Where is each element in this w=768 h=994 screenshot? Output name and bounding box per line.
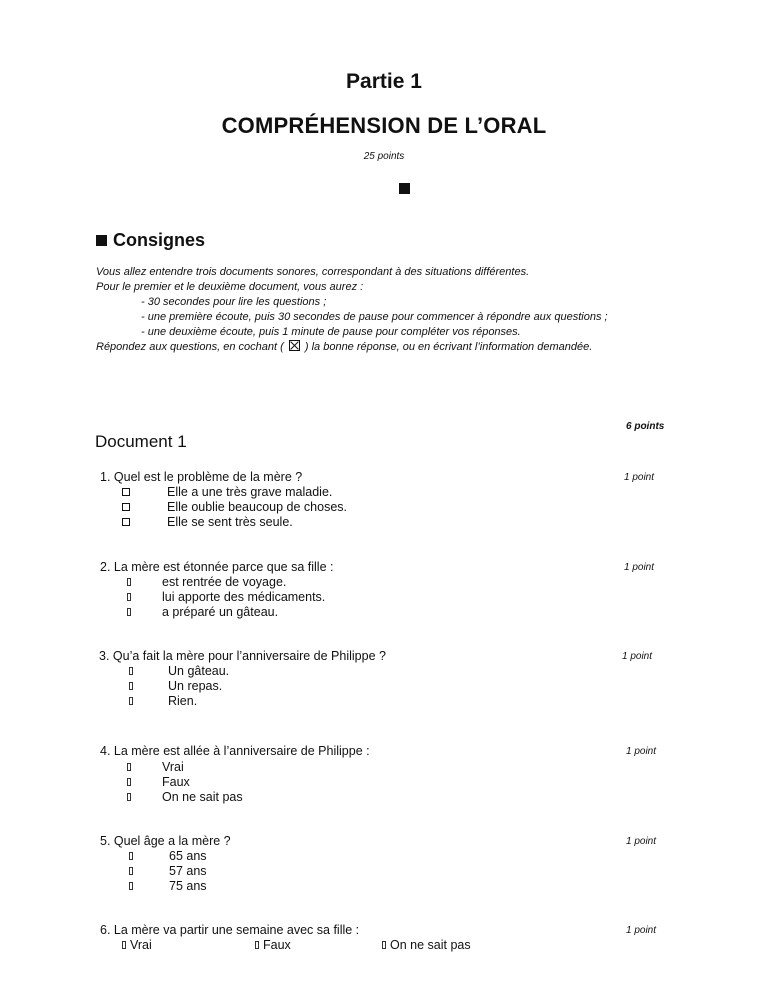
section-title: COMPRÉHENSION DE L’ORAL: [221, 113, 547, 138]
answer-option[interactable]: [129, 694, 197, 708]
instruction-text: ) la bonne réponse, ou en écrivant l’information demandée.: [304, 341, 593, 353]
answer-option[interactable]: [127, 605, 278, 619]
answer-option[interactable]: [255, 938, 291, 952]
answer-option[interactable]: [127, 790, 243, 804]
question-points: 1 point: [622, 651, 653, 662]
question-text: 1. Quel est le problème de la mère ?: [100, 470, 303, 484]
instruction-line: Vous allez entendre trois documents sonores, correspondant à des situations différentes.: [96, 266, 530, 278]
checkbox-icon[interactable]: [129, 852, 133, 860]
question-points: 1 point: [626, 925, 657, 936]
answer-option[interactable]: [129, 664, 229, 678]
checkbox-icon[interactable]: [127, 778, 131, 786]
answer-option[interactable]: [127, 775, 190, 789]
answer-option-label: Vrai: [130, 938, 152, 952]
question-points: 1 point: [626, 746, 657, 757]
checkbox-icon[interactable]: [129, 682, 133, 690]
consignes-heading-text: Consignes: [113, 230, 206, 250]
answer-option[interactable]: [122, 938, 152, 952]
answer-option-label: Vrai: [162, 760, 184, 774]
answer-option-label: Elle oublie beaucoup de choses.: [167, 500, 347, 514]
checkbox-icon[interactable]: [382, 941, 386, 949]
question-text: 2. La mère est étonnée parce que sa fille :: [100, 560, 334, 574]
answer-option-label: Faux: [162, 775, 190, 789]
answer-option[interactable]: [127, 760, 184, 774]
checkbox-icon[interactable]: [129, 697, 133, 705]
checkbox-icon[interactable]: [122, 518, 130, 526]
document-title: Document 1: [95, 432, 187, 451]
consignes-heading: [96, 230, 205, 251]
answer-option-label: On ne sait pas: [390, 938, 471, 952]
checkbox-icon[interactable]: [127, 578, 131, 586]
answer-option[interactable]: [129, 849, 207, 863]
answer-option[interactable]: [127, 590, 325, 604]
instruction-bullet: - 30 secondes pour lire les questions ;: [141, 296, 327, 308]
black-square-icon: [96, 235, 107, 246]
checkbox-icon[interactable]: [127, 763, 131, 771]
answer-option[interactable]: [122, 515, 293, 529]
question-points: 1 point: [626, 836, 657, 847]
answer-option[interactable]: [129, 879, 207, 893]
instruction-bullet: - une première écoute, puis 30 secondes de pause pour commencer à répondre aux questions ;: [141, 311, 608, 323]
question-text: 4. La mère est allée à l’anniversaire de Philippe :: [100, 744, 370, 758]
answer-option-label: 57 ans: [169, 864, 207, 878]
instruction-line: Pour le premier et le deuxième document, vous aurez :: [96, 281, 364, 293]
part-title: Partie 1: [346, 70, 422, 93]
question-text: 6. La mère va partir une semaine avec sa fille :: [100, 923, 360, 937]
instruction-text: Répondez aux questions, en cochant (: [96, 341, 284, 353]
answer-option[interactable]: [382, 938, 471, 952]
answer-option-label: Rien.: [168, 694, 198, 708]
answer-option-label: Elle a une très grave maladie.: [167, 485, 333, 499]
checkbox-icon[interactable]: [129, 867, 133, 875]
question-text: 5. Quel âge a la mère ?: [100, 834, 231, 848]
answer-option-label: On ne sait pas: [162, 790, 243, 804]
question-text: 3. Qu’a fait la mère pour l’anniversaire de Philippe ?: [99, 649, 386, 663]
answer-option-label: Elle se sent très seule.: [167, 515, 293, 529]
answer-option-label: lui apporte des médicaments.: [162, 590, 326, 604]
checkbox-icon[interactable]: [122, 488, 130, 496]
section-points: 25 points: [363, 151, 405, 162]
answer-option[interactable]: [122, 485, 332, 499]
question-points: 1 point: [624, 562, 655, 573]
checkbox-icon[interactable]: [129, 667, 133, 675]
answer-option-label: 65 ans: [169, 849, 207, 863]
answer-option-label: Faux: [263, 938, 291, 952]
checkbox-icon[interactable]: [255, 941, 259, 949]
instruction-line: [96, 340, 592, 356]
answer-option-label: 75 ans: [169, 879, 207, 893]
checkbox-icon[interactable]: [129, 882, 133, 890]
answer-option-label: Un gâteau.: [168, 664, 230, 678]
document-points: 6 points: [626, 421, 665, 432]
answer-option[interactable]: [129, 679, 222, 693]
checkbox-icon[interactable]: [127, 608, 131, 616]
answer-option-label: est rentrée de voyage.: [162, 575, 287, 589]
checkbox-icon[interactable]: [127, 593, 131, 601]
checkbox-icon[interactable]: [122, 941, 126, 949]
answer-option-label: a préparé un gâteau.: [162, 605, 279, 619]
checked-box-icon: [289, 340, 300, 351]
black-square-icon: [399, 183, 410, 194]
instruction-bullet: - une deuxième écoute, puis 1 minute de pause pour compléter vos réponses.: [141, 326, 521, 338]
answer-option-label: Un repas.: [168, 679, 223, 693]
checkbox-icon[interactable]: [122, 503, 130, 511]
answer-option[interactable]: [127, 575, 286, 589]
question-points: 1 point: [624, 472, 655, 483]
answer-option[interactable]: [129, 864, 207, 878]
checkbox-icon[interactable]: [127, 793, 131, 801]
answer-option[interactable]: [122, 500, 347, 514]
